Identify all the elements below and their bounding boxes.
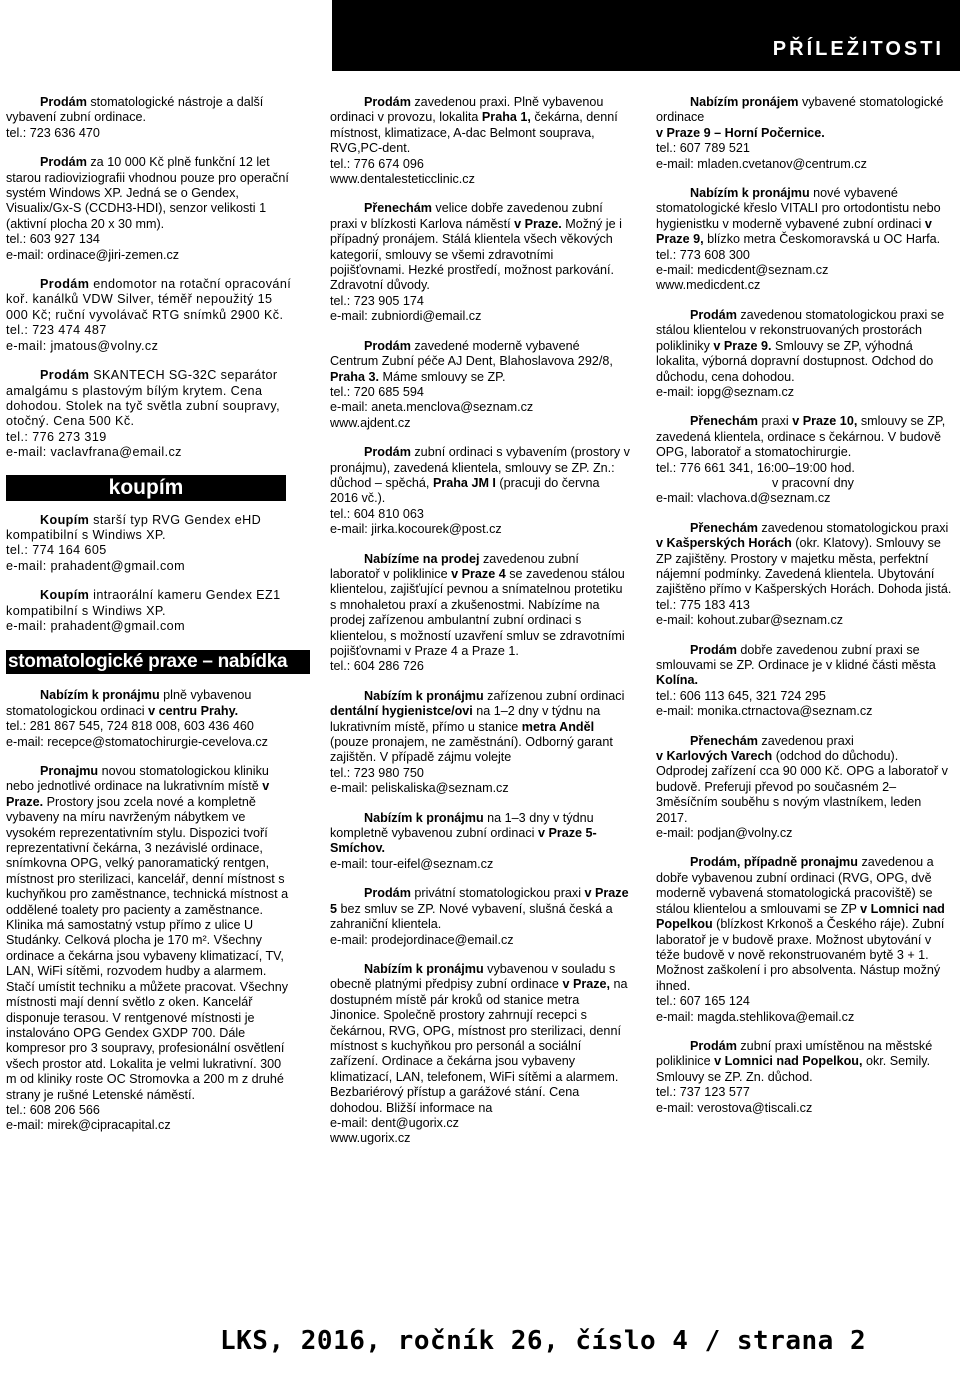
phone: tel.: 775 183 413 [656,597,750,612]
phone: tel.: 723 474 487 [6,323,107,338]
website: www.medicdent.cz [656,278,761,293]
email: e-mail: aneta.menclova@seznam.cz [330,400,534,415]
phone: tel.: 776 273 319 [6,429,107,444]
column-2 [330,95,630,1161]
phone: tel.: 603 927 134 [6,232,100,247]
ad-col3-1: Nabízím pronájem vybavené stomatologické ordinace v Praze 9 – Horní Počernice. tel.: 607 789 521 e-mail: mladen.cvetanov@centrum.cz [656,95,952,172]
email: e-mail: recepce@stomatochirurgie-cevelova.cz [6,734,268,749]
ad-col2-7: Nabízím k pronájmu na 1–3 dny v týdnu kompletně vybavenou zubní ordinaci v Praze 5-Smíchov. e-mail: tour-eifel@seznam.cz [330,811,630,873]
email: e-mail: prahadent@gmail.com [6,558,185,573]
ad-col1-3: Prodám endomotor na rotační opracování koř. kanálků VDW Silver, téměř nepoužitý 15 000 Kč; ruční vyvolávač RTG snímků 2900 Kč. tel.: 723 474 487 e-mail: jmatous@volny.cz [6,277,292,353]
section-bar-praxe: stomatologické praxe – nabídka [6,650,310,674]
section-bar-koupim: koupím [6,475,286,501]
email: e-mail: jirka.kocourek@post.cz [330,522,502,537]
phone: tel.: 723 905 174 [330,293,424,308]
ad-col2-3: Prodám zavedené moderně vybavené Centrum Zubní péče AJ Dent, Blahoslavova 292/8, Praha 3. Máme smlouvy se ZP. tel.: 720 685 594 e-mail: aneta.menclova@seznam.cz www.ajdent.cz [330,339,630,431]
email: e-mail: monika.ctrnactova@seznam.cz [656,704,873,719]
phone: tel.: 607 165 124 [656,994,750,1009]
website: www.ajdent.cz [330,415,411,430]
ad-col2-6: Nabízím k pronájmu zařízenou zubní ordinaci dentální hygienistce/ovi na 1–2 dny v týdnu na lukrativním místě, přímo u stanice metra Anděl (pouze pronajem, ne zaměstnání). Odborný garant zajištěn. V případě zájmu volejte tel.: 723 980 750 e-mail: peliskaliska@seznam.cz [330,689,630,797]
phone: tel.: 608 206 566 [6,1102,100,1117]
phone: tel.: 604 810 063 [330,506,424,521]
phone: tel.: 776 674 096 [330,156,424,171]
ad-col3-8: Prodám, případně pronajmu zavedenou a dobře vybavenou zubní ordinaci (RVG, OPG, dvě moderně vybavená stomatologická pracoviště) se stálou klientelou a smlouvami se ZP v Lomnici nad Popelkou (blízkost Krkonoš a Českého ráje). Zubní laboratoř je v budově praxe. Možnost ubytování v téže budově v nově rekonstruovaném bytě 3 + 1. Možnost zaškolení i pro absolventa. Nástup možný ihned. tel.: 607 165 124 e-mail: magda.stehlikova@email.cz [656,855,952,1024]
ad-col3-2: Nabízím k pronájmu nové vybavené stomatologické křeslo VITALI pro ortodontistu nebo hygienistku v moderně vybavené zubní ordinaci v Praze 9, blízko metra Českomoravská u OC Harfa. tel.: 773 608 300 e-mail: medicdent@seznam.cz www.medicdent.cz [656,186,952,294]
column-3 [656,95,952,1130]
email: e-mail: jmatous@volny.cz [6,338,159,353]
email: e-mail: magda.stehlikova@email.cz [656,1009,855,1024]
ad-col1-4: Prodám SKANTECH SG-32C separátor amalgámu s plastovým bílým krytem. Cena dohodou. Stolek na tyč světla zubní soupravy, otočný. Cena 500 Kč. tel.: 776 273 319 e-mail: vaclavfrana@email.cz [6,368,292,460]
ad-col3-9: Prodám zubní praxi umístěnou na městské poliklinice v Lomnici nad Popelkou, okr. Semily. Smlouvy se ZP. Zn. důchod. tel.: 737 123 577 e-mail: verostova@tiscali.cz [656,1039,952,1116]
ad-col2-2: Přenechám velice dobře zavedenou zubní praxi v blízkosti Karlova náměstí v Praze. Možný je i případný pronájem. Stálá klientela všech věkových kategorií, smlouvy se všemi zdravotními pojišťovnami. Hezké prostředí, možnost parkování. Zdravotní důvody. tel.: 723 905 174 e-mail: zubniordi@email.cz [330,201,630,324]
ad-col3-5: Přenechám zavedenou stomatologickou praxi v Kašperských Horách (okr. Klatovy). Smlouvy se ZP zajištěny. Prostory v majetku města, perfektní nájemní podmínky. Zavedená klientela. Ubytování zajištěno přímo v Kašperských Horách. Dohoda jistá. tel.: 775 183 413 e-mail: kohout.zubar@seznam.cz [656,520,952,628]
email: e-mail: tour-eifel@seznam.cz [330,856,494,871]
email: e-mail: podjan@volny.cz [656,826,793,841]
phone-note: v pracovní dny [772,475,854,490]
ad-col2-5: Nabízíme na prodej zavedenou zubní laboratoř v poliklinice v Praze 4 se zavedenou stálou klientelou, zajišťující pevnou a snímatelnou protetiku s mnohaletou praxí a zkušenostmi. Nabízíme na prodej zařízenou ambulantní zubní ordinaci s klientelou, s možností uzavření smluv se zdravotními pojišťovnami v Praze 4 a Praze 1. tel.: 604 286 726 [330,552,630,675]
phone: tel.: 773 608 300 [656,247,750,262]
website: www.dentalesteticclinic.cz [330,172,475,187]
page-footer: LKS, 2016, ročník 26, číslo 4 / strana 2 [220,1326,867,1356]
ad-col1-8: Pronajmu novou stomatologickou kliniku nebo jednotlivé ordinace na lukrativním místě v Praze. Prostory jsou zcela nové a kompletně vybaveny na míru navrženým nábytkem ve vysokém reprezentativním stylu. Dispozici tvoří reprezentativní čekárna, 3 nezávislé ordinace, snímkovna OPG, velký panoramatický rentgen, místnost pro sterilizaci, kancelář, denní místnost s kuchyňkou pro zaměstnance, technická místnost a oddělené toalety pro pacienty a zaměstnance. Klinika má samostatný vstup přímo z ulice U Studánky. Celková plocha je 170 m². Všechny ordinace a čekárna jsou vybaveny klimatizací, TV, LAN, WiFi sítěmi, rozvodem hudby a alarmem. Stačí umístit techniku a můžete pracovat. Všechny místnosti mají denní světlo z oken. Kancelář disponuje terasou. V rentgenové místnosti je instalováno OPG Gendex GXDP 700. Dále kompresor pro 3 soupravy, profesionální osvětlení všech prostor atd. Lokalita je velmi lukrativní. 300 m od kliniky roste OC Stromovka a 200 m z druhé strany je rušné Letenské náměstí. tel.: 608 206 566 e-mail: mirek@cipracapital.cz [6,764,292,1134]
website: www.ugorix.cz [330,1131,411,1146]
phone: tel.: 737 123 577 [656,1085,750,1100]
email: e-mail: mirek@cipracapital.cz [6,1118,171,1133]
ad-col1-1: Prodám stomatologické nástroje a další vybavení zubní ordinace. tel.: 723 636 470 [6,95,292,141]
phone: tel.: 720 685 594 [330,384,424,399]
ad-col1-7: Nabízím k pronájmu plně vybavenou stomatologickou ordinaci v centru Prahy. tel.: 281 867 545, 724 818 008, 603 436 460 e-mail: recepce@stomatochirurgie-cevelova.cz [6,688,292,750]
email: e-mail: vaclavfrana@email.cz [6,445,182,460]
email: e-mail: peliskaliska@seznam.cz [330,781,509,796]
phone: tel.: 606 113 645, 321 724 295 [656,688,826,703]
section-header-bar [332,0,960,71]
email: e-mail: vlachova.d@seznam.cz [656,491,831,506]
ad-col3-3: Prodám zavedenou stomatologickou praxi se stálou klientelou v rekonstruovaných prostorách polikliniky v Praze 9. Smlouvy se ZP, výhodná lokalita, výborná dopravní dostupnost. Odchod do důchodu, cena dohodou. e-mail: iopg@seznam.cz [656,308,952,400]
section-title: PŘÍLEŽITOSTI [772,37,944,60]
email: e-mail: iopg@seznam.cz [656,384,795,399]
ad-col2-4: Prodám zubní ordinaci s vybavením (prostory v pronájmu), zavedená klientela, smlouvy se ZP. Zn.: důchod – spěchá, Praha JM I (pracuji do června 2016 vč.). tel.: 604 810 063 e-mail: jirka.kocourek@post.cz [330,445,630,537]
ad-col3-4: Přenechám praxi v Praze 10, smlouvy se ZP, zavedená klientela, ordinace s čekárnou. V budově OPG, laboratoř a stomatochirurgie. tel.: 776 661 341, 16:00–19:00 hod. v pracovní dny e-mail: vlachova.d@seznam.cz [656,414,952,506]
email: e-mail: prodejordinace@email.cz [330,932,514,947]
phone: tel.: 723 980 750 [330,765,424,780]
email: e-mail: kohout.zubar@seznam.cz [656,613,844,628]
phone: tel.: 607 789 521 [656,141,750,156]
ad-col1-6: Koupím intraorální kameru Gendex EZ1 kompatibilní s Windiws XP. e-mail: prahadent@gmail.com [6,588,292,634]
column-1 [6,95,292,1148]
phone: tel.: 281 867 545, 724 818 008, 603 436 460 [6,719,254,734]
phone: tel.: 604 286 726 [330,659,424,674]
email: e-mail: mladen.cvetanov@centrum.cz [656,156,867,171]
phone: tel.: 774 164 605 [6,543,107,558]
phone: tel.: 723 636 470 [6,125,100,140]
ad-col1-5: Koupím starší typ RVG Gendex eHD kompatibilní s Windiws XP. tel.: 774 164 605 e-mail: prahadent@gmail.com [6,513,292,575]
ad-col2-9: Nabízím k pronájmu vybavenou v souladu s obecně platnými předpisy zubní ordinace v Praze, na dostupném místě pár kroků od stanice metra Jinonice. Společně prostory zahrnují recepci s čekárnou, RVG, OPG, místnost pro sterilizaci, denní místnost s kuchyňkou pro personál a sociální zařízení. Ordinace a čekárna jsou vybaveny klimatizací, LAN, telefonem, WiFi sítěmi a alarmem. Bezbariérový přístup a garážové stání. Cena dohodou. Bližší informace na e-mail: dent@ugorix.cz www.ugorix.cz [330,962,630,1147]
phone: tel.: 776 661 341, 16:00–19:00 hod. [656,460,855,475]
email: e-mail: prahadent@gmail.com [6,618,185,633]
email: e-mail: ordinace@jiri-zemen.cz [6,247,180,262]
ad-col3-7: Přenechám zavedenou praxi v Karlových Varech (odchod do důchodu). Odprodej zařízení cca 90 000 Kč. OPG a laboratoř v budově. Preferuji převod po současném 2–3měsíčním souběhu s novým vlastníkem, leden 2017. e-mail: podjan@volny.cz [656,734,952,842]
ad-col3-6: Prodám dobře zavedenou zubní praxi se smlouvami se ZP. Ordinace je v klidné části města Kolína. tel.: 606 113 645, 321 724 295 e-mail: monika.ctrnactova@seznam.cz [656,643,952,720]
email: e-mail: dent@ugorix.cz [330,1115,459,1130]
email: e-mail: medicdent@seznam.cz [656,263,829,278]
ad-col2-1: Prodám zavedenou praxi. Plně vybavenou ordinaci v provozu, lokalita Praha 1, čekárna, denní místnost, klimatizace, A-dac Belmont souprava, RVG,PC-dent. tel.: 776 674 096 www.dentalesteticclinic.cz [330,95,630,187]
ad-col2-8: Prodám privátní stomatologickou praxi v Praze 5 bez smluv se ZP. Nové vybavení, slušná česká a zahraniční klientela. e-mail: prodejordinace@email.cz [330,886,629,947]
email: e-mail: verostova@tiscali.cz [656,1100,813,1115]
email: e-mail: zubniordi@email.cz [330,309,482,324]
ad-col1-2: Prodám za 10 000 Kč plně funkční 12 let starou radioviziografii vhodnou pouze pro operační systém Windows XP. Jedná se o Gendex, Visualix/Gx-S (CCDH3-HDI), senzor velikosti 1 (aktivní plocha 20 x 30 mm). tel.: 603 927 134 e-mail: ordinace@jiri-zemen.cz [6,155,292,263]
